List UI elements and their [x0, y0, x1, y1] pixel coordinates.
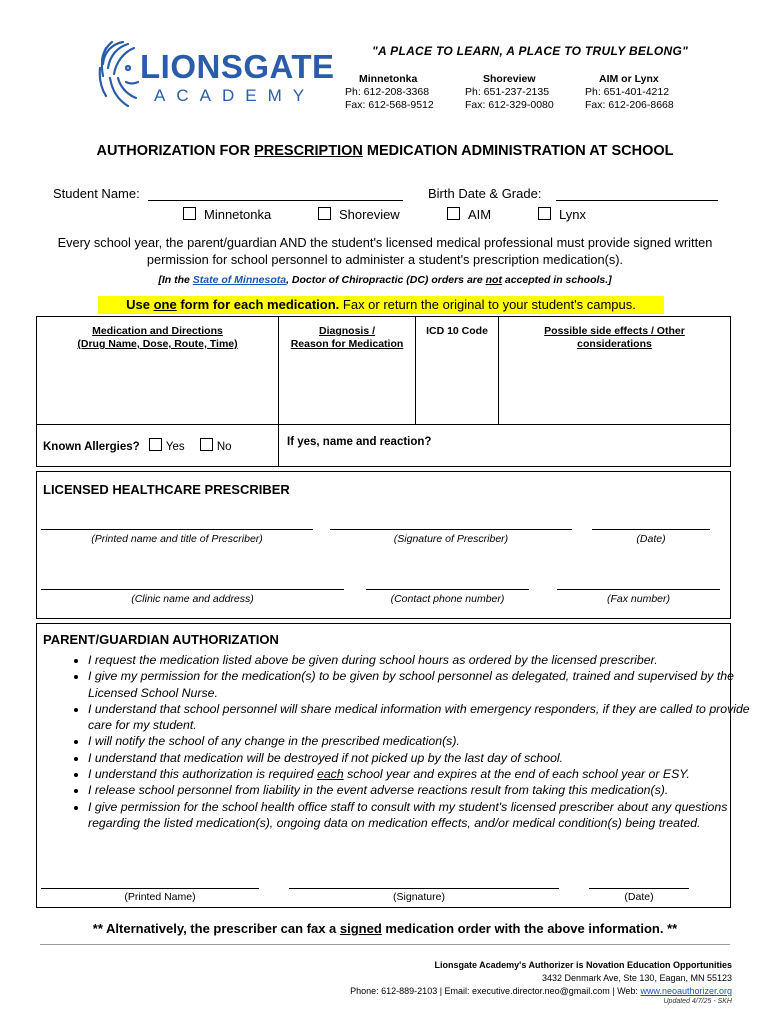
fax-alternative-note: ** Alternatively, the prescriber can fax a signed medication order with the above information. **: [92, 921, 678, 936]
campus-fax: Fax: 612-329-0080: [465, 99, 554, 111]
neo-website-link[interactable]: www.neoauthorizer.org: [640, 986, 732, 996]
side-effects-cell[interactable]: [499, 317, 731, 425]
allergy-reaction-label: If yes, name and reaction?: [287, 436, 432, 448]
prescriber-section: [36, 471, 731, 619]
campus-phone: Ph: 651-237-2135: [465, 86, 550, 98]
field-caption: (Signature): [393, 891, 445, 903]
campus-minnetonka-contact: [345, 73, 434, 112]
campus-option-shoreview[interactable]: Shoreview: [318, 207, 400, 222]
document-title: AUTHORIZATION FOR PRESCRIPTION MEDICATION ADMINISTRATION AT SCHOOL: [96, 143, 674, 159]
student-name-field[interactable]: [148, 200, 403, 201]
field-caption: (Printed Name): [124, 891, 196, 903]
contact-phone-field[interactable]: [366, 589, 529, 590]
chiropractic-note: [In the State of Minnesota, Doctor of Chiropractic (DC) orders are not accepted in schools.]: [158, 274, 612, 286]
campus-option-lynx[interactable]: Lynx: [538, 207, 586, 222]
diagnosis-cell[interactable]: [279, 317, 416, 425]
list-item: • I will notify the school of any change in the prescribed medication(s).: [88, 733, 768, 749]
known-allergies-cell: Known Allergies? Yes No: [37, 425, 279, 467]
parent-printed-name-field[interactable]: [41, 888, 259, 889]
list-item: • I request the medication listed above be given during school hours as ordered by the licensed prescriber.: [88, 652, 768, 668]
campus-name: Shoreview: [483, 73, 536, 85]
logo-subtitle: ACADEMY: [154, 86, 316, 105]
campus-name: Minnetonka: [359, 73, 418, 85]
list-item: • I give my permission for the medication(s) to be given by school personnel as delegated, trained and supervised by the Licensed School Nurse.: [88, 668, 768, 701]
field-caption: (Date): [624, 891, 654, 903]
prescriber-signature-field[interactable]: [330, 529, 572, 530]
column-header: Possible side effects / Other considerations: [544, 325, 685, 350]
authorization-statements: [52, 652, 768, 831]
column-header: ICD 10 Code: [426, 325, 488, 337]
logo-wordmark: LIONSGATE: [140, 48, 335, 85]
known-allergies-label: Known Allergies?: [43, 441, 140, 453]
field-caption: (Clinic name and address): [131, 593, 254, 605]
list-item: • I give permission for the school health office staff to consult with my student's licensed prescriber about any questions regarding the listed medication(s), ongoing data on medication effects, and/or medical condition(s) being treated.: [88, 799, 768, 832]
checkbox[interactable]: [447, 207, 460, 220]
campus-phone: Ph: 612-208-3368: [345, 86, 430, 98]
footer-authorizer: Lionsgate Academy's Authorizer is Novation Education Opportunities: [434, 960, 732, 970]
checkbox[interactable]: [538, 207, 551, 220]
campus-fax: Fax: 612-568-9512: [345, 99, 434, 111]
field-caption: (Date): [636, 533, 666, 545]
list-item: • I understand that medication will be destroyed if not picked up by the last day of school.: [88, 750, 768, 766]
campus-aim-lynx-contact: [585, 73, 674, 112]
allergy-reaction-cell[interactable]: [279, 425, 731, 467]
campus-shoreview-contact: [465, 73, 554, 112]
prescriber-title: LICENSED HEALTHCARE PRESCRIBER: [43, 482, 290, 497]
field-caption: (Printed name and title of Prescriber): [91, 533, 263, 545]
medication-table: [36, 316, 731, 467]
footer-updated: Updated 4/7/25 - SKH: [663, 998, 732, 1005]
list-item: • I understand this authorization is required each school year and expires at the end of each school year or ESY.: [88, 766, 768, 782]
icd10-cell[interactable]: [416, 317, 499, 425]
tagline: "A PLACE TO LEARN, A PLACE TO TRULY BELONG": [372, 44, 689, 58]
parent-guardian-title: PARENT/GUARDIAN AUTHORIZATION: [43, 632, 279, 647]
campus-name: AIM or Lynx: [599, 73, 659, 85]
allergies-no-checkbox[interactable]: [200, 438, 213, 451]
column-header: Medication and Directions (Drug Name, Dose, Route, Time): [77, 325, 238, 350]
checkbox[interactable]: [318, 207, 331, 220]
list-item: • I understand that school personnel will share medical information with emergency responders, if they are called to provide care for my student.: [88, 701, 768, 734]
state-link[interactable]: State of Minnesota: [192, 274, 287, 286]
prescriber-date-field[interactable]: [592, 529, 710, 530]
fax-number-field[interactable]: [557, 589, 720, 590]
campus-option-aim[interactable]: AIM: [447, 207, 491, 222]
birth-date-grade-label: Birth Date & Grade:: [428, 186, 542, 201]
campus-option-minnetonka[interactable]: Minnetonka: [183, 207, 271, 222]
medication-directions-cell[interactable]: [37, 317, 279, 425]
prescriber-name-field[interactable]: [41, 529, 313, 530]
field-caption: (Fax number): [606, 593, 670, 605]
parent-date-field[interactable]: [589, 888, 689, 889]
parent-signature-field[interactable]: [289, 888, 559, 889]
campus-phone: Ph: 651-401-4212: [585, 86, 670, 98]
one-form-banner: Use one form for each medication. Fax or return the original to your student's campus.: [98, 296, 664, 314]
column-header: Diagnosis / Reason for Medication: [290, 325, 404, 350]
clinic-address-field[interactable]: [41, 589, 344, 590]
school-logo: [98, 38, 335, 110]
birth-date-grade-field[interactable]: [556, 200, 718, 201]
student-name-label: Student Name:: [53, 186, 140, 201]
field-caption: (Signature of Prescriber): [393, 533, 509, 545]
checkbox[interactable]: [183, 207, 196, 220]
footer-divider: [40, 944, 730, 945]
footer-address: 3432 Denmark Ave, Ste 130, Eagan, MN 55123: [542, 973, 732, 983]
field-caption: (Contact phone number): [390, 593, 505, 605]
allergies-yes-checkbox[interactable]: [149, 438, 162, 451]
footer-contact: Phone: 612-889-2103 | Email: executive.director.neo@gmail.com | Web: www.neoauthorizer.org: [350, 986, 732, 996]
campus-fax: Fax: 612-206-8668: [585, 99, 674, 111]
list-item: • I release school personnel from liability in the event adverse reactions result from taking this medication(s).: [88, 782, 768, 798]
intro-paragraph: Every school year, the parent/guardian AND the student's licensed medical professional must provide signed written permission for school personnel to administer a student's prescription medication(s).: [57, 235, 713, 267]
